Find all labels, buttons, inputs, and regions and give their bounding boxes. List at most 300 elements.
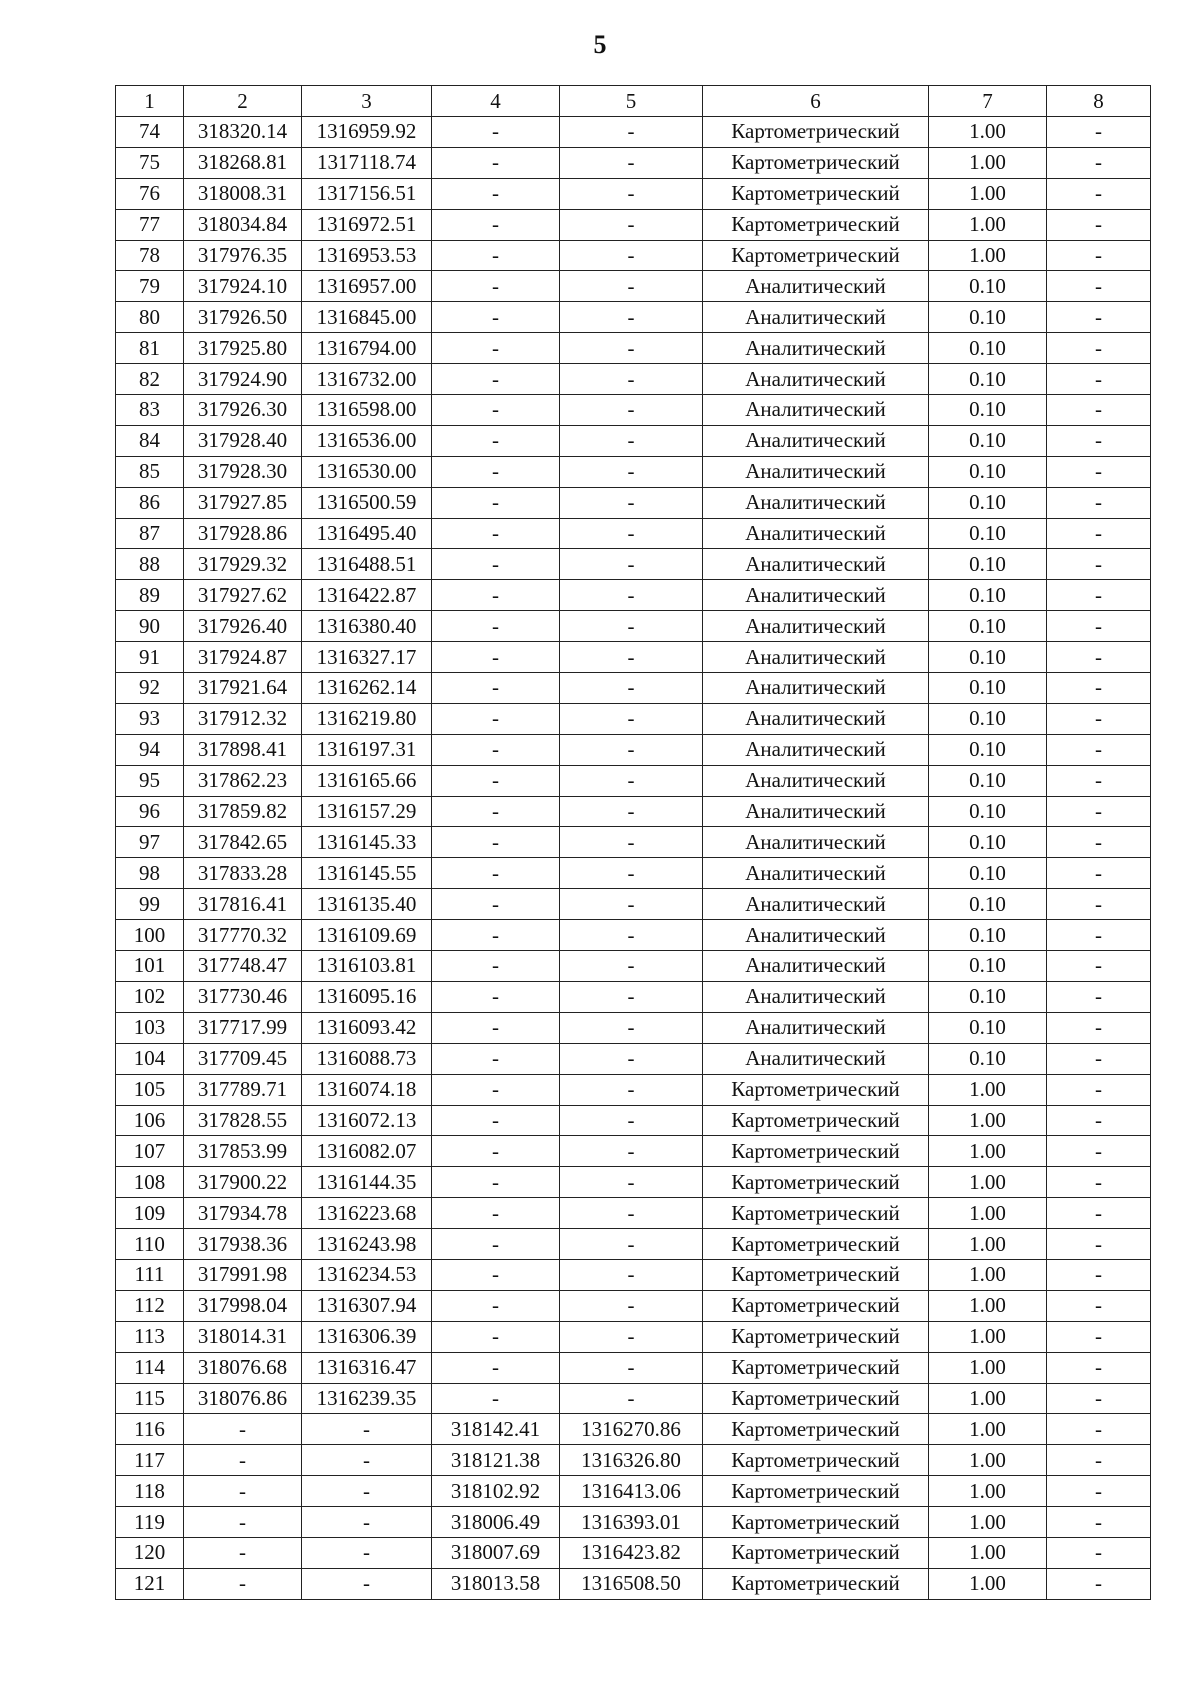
- y-new-cell: -: [560, 209, 703, 240]
- method-cell: Аналитический: [703, 765, 929, 796]
- accuracy-cell: 0.10: [929, 951, 1047, 982]
- description-cell: -: [1047, 1290, 1151, 1321]
- table-row: [116, 1290, 1151, 1321]
- x-existing-cell: 317929.32: [184, 549, 302, 580]
- point-number-cell: 117: [116, 1445, 184, 1476]
- x-existing-cell: -: [184, 1568, 302, 1599]
- point-number-cell: 108: [116, 1167, 184, 1198]
- accuracy-cell: 1.00: [929, 1105, 1047, 1136]
- x-new-cell: -: [432, 1136, 560, 1167]
- x-existing-cell: 317853.99: [184, 1136, 302, 1167]
- point-number-cell: 78: [116, 240, 184, 271]
- x-existing-cell: 317898.41: [184, 734, 302, 765]
- header-row: [116, 86, 1151, 117]
- accuracy-cell: 0.10: [929, 425, 1047, 456]
- x-existing-cell: 317928.30: [184, 456, 302, 487]
- y-new-cell: 1316423.82: [560, 1537, 703, 1568]
- accuracy-cell: 1.00: [929, 1290, 1047, 1321]
- y-new-cell: -: [560, 549, 703, 580]
- table-row: [116, 1383, 1151, 1414]
- y-new-cell: -: [560, 333, 703, 364]
- y-new-cell: -: [560, 240, 703, 271]
- x-new-cell: -: [432, 827, 560, 858]
- description-cell: -: [1047, 178, 1151, 209]
- point-number-cell: 75: [116, 147, 184, 178]
- description-cell: -: [1047, 858, 1151, 889]
- table-row: [116, 1352, 1151, 1383]
- table-row: [116, 827, 1151, 858]
- y-existing-cell: 1316082.07: [302, 1136, 432, 1167]
- x-new-cell: 318142.41: [432, 1414, 560, 1445]
- x-new-cell: -: [432, 333, 560, 364]
- description-cell: -: [1047, 1352, 1151, 1383]
- x-new-cell: 318006.49: [432, 1507, 560, 1538]
- x-existing-cell: 317976.35: [184, 240, 302, 271]
- column-header: 6: [703, 86, 929, 117]
- table-row: [116, 1568, 1151, 1599]
- column-header: 8: [1047, 86, 1151, 117]
- accuracy-cell: 1.00: [929, 1167, 1047, 1198]
- point-number-cell: 81: [116, 333, 184, 364]
- accuracy-cell: 1.00: [929, 1352, 1047, 1383]
- method-cell: Аналитический: [703, 827, 929, 858]
- method-cell: Аналитический: [703, 549, 929, 580]
- y-new-cell: -: [560, 1321, 703, 1352]
- x-existing-cell: 317862.23: [184, 765, 302, 796]
- description-cell: -: [1047, 1136, 1151, 1167]
- table-row: [116, 147, 1151, 178]
- method-cell: Аналитический: [703, 364, 929, 395]
- x-new-cell: -: [432, 425, 560, 456]
- accuracy-cell: 0.10: [929, 487, 1047, 518]
- table-row: [116, 858, 1151, 889]
- description-cell: -: [1047, 1507, 1151, 1538]
- y-new-cell: -: [560, 1290, 703, 1321]
- y-new-cell: 1316326.80: [560, 1445, 703, 1476]
- y-new-cell: 1316508.50: [560, 1568, 703, 1599]
- y-existing-cell: 1316109.69: [302, 920, 432, 951]
- x-new-cell: -: [432, 1105, 560, 1136]
- x-existing-cell: 318076.86: [184, 1383, 302, 1414]
- x-new-cell: -: [432, 117, 560, 148]
- accuracy-cell: 1.00: [929, 209, 1047, 240]
- method-cell: Аналитический: [703, 920, 929, 951]
- method-cell: Картометрический: [703, 1321, 929, 1352]
- y-existing-cell: 1316530.00: [302, 456, 432, 487]
- x-new-cell: -: [432, 642, 560, 673]
- y-new-cell: -: [560, 364, 703, 395]
- y-new-cell: 1316270.86: [560, 1414, 703, 1445]
- description-cell: -: [1047, 1414, 1151, 1445]
- table-row: [116, 765, 1151, 796]
- point-number-cell: 111: [116, 1259, 184, 1290]
- description-cell: -: [1047, 673, 1151, 704]
- description-cell: -: [1047, 580, 1151, 611]
- accuracy-cell: 0.10: [929, 271, 1047, 302]
- point-number-cell: 121: [116, 1568, 184, 1599]
- column-header: 7: [929, 86, 1047, 117]
- x-new-cell: -: [432, 1167, 560, 1198]
- x-new-cell: -: [432, 1012, 560, 1043]
- y-new-cell: -: [560, 117, 703, 148]
- y-existing-cell: 1316959.92: [302, 117, 432, 148]
- point-number-cell: 85: [116, 456, 184, 487]
- table-row: [116, 456, 1151, 487]
- y-existing-cell: 1316488.51: [302, 549, 432, 580]
- accuracy-cell: 1.00: [929, 178, 1047, 209]
- description-cell: -: [1047, 487, 1151, 518]
- point-number-cell: 87: [116, 518, 184, 549]
- x-existing-cell: 317928.86: [184, 518, 302, 549]
- description-cell: -: [1047, 456, 1151, 487]
- method-cell: Аналитический: [703, 333, 929, 364]
- point-number-cell: 112: [116, 1290, 184, 1321]
- x-existing-cell: 317926.50: [184, 302, 302, 333]
- method-cell: Картометрический: [703, 209, 929, 240]
- description-cell: -: [1047, 1321, 1151, 1352]
- x-new-cell: -: [432, 209, 560, 240]
- y-new-cell: -: [560, 920, 703, 951]
- description-cell: -: [1047, 1105, 1151, 1136]
- table-row: [116, 951, 1151, 982]
- method-cell: Аналитический: [703, 487, 929, 518]
- description-cell: -: [1047, 333, 1151, 364]
- y-existing-cell: 1316732.00: [302, 364, 432, 395]
- x-existing-cell: 317730.46: [184, 981, 302, 1012]
- description-cell: -: [1047, 889, 1151, 920]
- y-new-cell: -: [560, 1012, 703, 1043]
- table-row: [116, 1012, 1151, 1043]
- point-number-cell: 104: [116, 1043, 184, 1074]
- point-number-cell: 86: [116, 487, 184, 518]
- x-existing-cell: 317928.40: [184, 425, 302, 456]
- description-cell: -: [1047, 1229, 1151, 1260]
- y-new-cell: -: [560, 703, 703, 734]
- method-cell: Аналитический: [703, 518, 929, 549]
- method-cell: Аналитический: [703, 456, 929, 487]
- description-cell: -: [1047, 981, 1151, 1012]
- x-new-cell: -: [432, 1074, 560, 1105]
- description-cell: -: [1047, 920, 1151, 951]
- accuracy-cell: 0.10: [929, 518, 1047, 549]
- x-new-cell: -: [432, 1321, 560, 1352]
- table-row: [116, 1507, 1151, 1538]
- accuracy-cell: 0.10: [929, 827, 1047, 858]
- description-cell: -: [1047, 518, 1151, 549]
- x-new-cell: -: [432, 1198, 560, 1229]
- x-new-cell: -: [432, 240, 560, 271]
- column-header: 5: [560, 86, 703, 117]
- description-cell: -: [1047, 240, 1151, 271]
- table-row: [116, 178, 1151, 209]
- method-cell: Картометрический: [703, 178, 929, 209]
- y-existing-cell: 1316145.55: [302, 858, 432, 889]
- accuracy-cell: 1.00: [929, 1383, 1047, 1414]
- accuracy-cell: 1.00: [929, 1568, 1047, 1599]
- point-number-cell: 106: [116, 1105, 184, 1136]
- y-existing-cell: 1316536.00: [302, 425, 432, 456]
- y-existing-cell: 1316103.81: [302, 951, 432, 982]
- y-existing-cell: 1316380.40: [302, 611, 432, 642]
- y-existing-cell: 1316327.17: [302, 642, 432, 673]
- table-row: [116, 1229, 1151, 1260]
- accuracy-cell: 0.10: [929, 765, 1047, 796]
- method-cell: Картометрический: [703, 1074, 929, 1105]
- accuracy-cell: 0.10: [929, 333, 1047, 364]
- y-existing-cell: 1316157.29: [302, 796, 432, 827]
- point-number-cell: 109: [116, 1198, 184, 1229]
- table-row: [116, 1259, 1151, 1290]
- x-existing-cell: 318076.68: [184, 1352, 302, 1383]
- x-existing-cell: 317927.62: [184, 580, 302, 611]
- y-new-cell: -: [560, 858, 703, 889]
- x-new-cell: -: [432, 1383, 560, 1414]
- x-existing-cell: 317842.65: [184, 827, 302, 858]
- method-cell: Аналитический: [703, 1043, 929, 1074]
- point-number-cell: 102: [116, 981, 184, 1012]
- y-existing-cell: 1316422.87: [302, 580, 432, 611]
- x-existing-cell: 317789.71: [184, 1074, 302, 1105]
- accuracy-cell: 0.10: [929, 642, 1047, 673]
- method-cell: Картометрический: [703, 1537, 929, 1568]
- x-existing-cell: 317900.22: [184, 1167, 302, 1198]
- y-new-cell: -: [560, 147, 703, 178]
- y-existing-cell: -: [302, 1507, 432, 1538]
- accuracy-cell: 0.10: [929, 456, 1047, 487]
- y-new-cell: -: [560, 580, 703, 611]
- x-existing-cell: 317709.45: [184, 1043, 302, 1074]
- accuracy-cell: 0.10: [929, 580, 1047, 611]
- accuracy-cell: 0.10: [929, 364, 1047, 395]
- x-new-cell: -: [432, 302, 560, 333]
- y-existing-cell: 1316500.59: [302, 487, 432, 518]
- y-existing-cell: 1316074.18: [302, 1074, 432, 1105]
- x-existing-cell: 318268.81: [184, 147, 302, 178]
- method-cell: Картометрический: [703, 1167, 929, 1198]
- method-cell: Картометрический: [703, 1476, 929, 1507]
- description-cell: -: [1047, 827, 1151, 858]
- method-cell: Аналитический: [703, 734, 929, 765]
- table-row: [116, 425, 1151, 456]
- y-existing-cell: -: [302, 1476, 432, 1507]
- accuracy-cell: 1.00: [929, 1321, 1047, 1352]
- method-cell: Картометрический: [703, 1568, 929, 1599]
- method-cell: Картометрический: [703, 1445, 929, 1476]
- description-cell: -: [1047, 395, 1151, 426]
- y-new-cell: -: [560, 271, 703, 302]
- x-new-cell: 318102.92: [432, 1476, 560, 1507]
- x-existing-cell: 317717.99: [184, 1012, 302, 1043]
- x-existing-cell: 317938.36: [184, 1229, 302, 1260]
- x-new-cell: -: [432, 889, 560, 920]
- x-existing-cell: 317924.87: [184, 642, 302, 673]
- x-existing-cell: -: [184, 1537, 302, 1568]
- y-existing-cell: 1316145.33: [302, 827, 432, 858]
- table-row: [116, 1476, 1151, 1507]
- point-number-cell: 91: [116, 642, 184, 673]
- point-number-cell: 98: [116, 858, 184, 889]
- x-existing-cell: 318008.31: [184, 178, 302, 209]
- x-new-cell: -: [432, 178, 560, 209]
- x-existing-cell: 317833.28: [184, 858, 302, 889]
- description-cell: -: [1047, 1198, 1151, 1229]
- y-new-cell: -: [560, 518, 703, 549]
- y-new-cell: -: [560, 1136, 703, 1167]
- x-new-cell: -: [432, 951, 560, 982]
- point-number-cell: 92: [116, 673, 184, 704]
- y-existing-cell: 1316243.98: [302, 1229, 432, 1260]
- y-existing-cell: -: [302, 1537, 432, 1568]
- description-cell: -: [1047, 642, 1151, 673]
- x-new-cell: -: [432, 518, 560, 549]
- y-existing-cell: 1316144.35: [302, 1167, 432, 1198]
- x-new-cell: -: [432, 1259, 560, 1290]
- description-cell: -: [1047, 1383, 1151, 1414]
- table-row: [116, 611, 1151, 642]
- description-cell: -: [1047, 1537, 1151, 1568]
- method-cell: Картометрический: [703, 1290, 929, 1321]
- accuracy-cell: 0.10: [929, 673, 1047, 704]
- accuracy-cell: 0.10: [929, 734, 1047, 765]
- y-existing-cell: 1316845.00: [302, 302, 432, 333]
- accuracy-cell: 1.00: [929, 1476, 1047, 1507]
- description-cell: -: [1047, 147, 1151, 178]
- table-row: [116, 580, 1151, 611]
- table-row: [116, 549, 1151, 580]
- accuracy-cell: 1.00: [929, 1259, 1047, 1290]
- method-cell: Картометрический: [703, 1352, 929, 1383]
- y-existing-cell: -: [302, 1414, 432, 1445]
- table-row: [116, 240, 1151, 271]
- accuracy-cell: 1.00: [929, 240, 1047, 271]
- y-existing-cell: 1316794.00: [302, 333, 432, 364]
- description-cell: -: [1047, 271, 1151, 302]
- y-new-cell: -: [560, 1167, 703, 1198]
- x-existing-cell: 317934.78: [184, 1198, 302, 1229]
- y-existing-cell: 1316306.39: [302, 1321, 432, 1352]
- y-new-cell: -: [560, 642, 703, 673]
- table-row: [116, 1167, 1151, 1198]
- method-cell: Аналитический: [703, 425, 929, 456]
- description-cell: -: [1047, 209, 1151, 240]
- method-cell: Картометрический: [703, 1198, 929, 1229]
- table-row: [116, 117, 1151, 148]
- y-existing-cell: 1316223.68: [302, 1198, 432, 1229]
- table-row: [116, 333, 1151, 364]
- x-new-cell: -: [432, 1229, 560, 1260]
- y-existing-cell: 1316197.31: [302, 734, 432, 765]
- description-cell: -: [1047, 117, 1151, 148]
- y-new-cell: -: [560, 456, 703, 487]
- y-existing-cell: 1316095.16: [302, 981, 432, 1012]
- x-existing-cell: 317927.85: [184, 487, 302, 518]
- description-cell: -: [1047, 549, 1151, 580]
- coordinates-table: [115, 85, 1151, 1600]
- x-existing-cell: 317912.32: [184, 703, 302, 734]
- x-new-cell: -: [432, 549, 560, 580]
- point-number-cell: 105: [116, 1074, 184, 1105]
- method-cell: Аналитический: [703, 580, 929, 611]
- table-row: [116, 518, 1151, 549]
- x-new-cell: -: [432, 611, 560, 642]
- accuracy-cell: 1.00: [929, 1074, 1047, 1105]
- accuracy-cell: 1.00: [929, 1537, 1047, 1568]
- x-new-cell: -: [432, 1290, 560, 1321]
- y-new-cell: -: [560, 395, 703, 426]
- x-new-cell: -: [432, 796, 560, 827]
- accuracy-cell: 1.00: [929, 117, 1047, 148]
- description-cell: -: [1047, 951, 1151, 982]
- x-existing-cell: 317926.30: [184, 395, 302, 426]
- y-existing-cell: 1316953.53: [302, 240, 432, 271]
- method-cell: Картометрический: [703, 1383, 929, 1414]
- point-number-cell: 100: [116, 920, 184, 951]
- point-number-cell: 97: [116, 827, 184, 858]
- y-new-cell: -: [560, 302, 703, 333]
- x-new-cell: -: [432, 580, 560, 611]
- x-new-cell: -: [432, 920, 560, 951]
- table-row: [116, 302, 1151, 333]
- y-new-cell: -: [560, 1259, 703, 1290]
- y-new-cell: -: [560, 734, 703, 765]
- y-new-cell: -: [560, 1352, 703, 1383]
- method-cell: Аналитический: [703, 271, 929, 302]
- y-existing-cell: 1316093.42: [302, 1012, 432, 1043]
- table-row: [116, 1445, 1151, 1476]
- accuracy-cell: 0.10: [929, 889, 1047, 920]
- x-new-cell: -: [432, 858, 560, 889]
- method-cell: Аналитический: [703, 611, 929, 642]
- description-cell: -: [1047, 364, 1151, 395]
- accuracy-cell: 0.10: [929, 920, 1047, 951]
- point-number-cell: 115: [116, 1383, 184, 1414]
- x-existing-cell: 318034.84: [184, 209, 302, 240]
- description-cell: -: [1047, 1259, 1151, 1290]
- y-new-cell: -: [560, 796, 703, 827]
- y-existing-cell: 1317118.74: [302, 147, 432, 178]
- x-existing-cell: 317748.47: [184, 951, 302, 982]
- column-header: 3: [302, 86, 432, 117]
- x-existing-cell: 317859.82: [184, 796, 302, 827]
- y-new-cell: 1316393.01: [560, 1507, 703, 1538]
- method-cell: Картометрический: [703, 1229, 929, 1260]
- table-row: [116, 1537, 1151, 1568]
- accuracy-cell: 0.10: [929, 302, 1047, 333]
- y-new-cell: -: [560, 1105, 703, 1136]
- y-existing-cell: 1316088.73: [302, 1043, 432, 1074]
- y-existing-cell: 1316598.00: [302, 395, 432, 426]
- y-new-cell: -: [560, 981, 703, 1012]
- method-cell: Аналитический: [703, 642, 929, 673]
- y-new-cell: -: [560, 425, 703, 456]
- table-row: [116, 364, 1151, 395]
- x-existing-cell: 317991.98: [184, 1259, 302, 1290]
- method-cell: Аналитический: [703, 858, 929, 889]
- x-existing-cell: 318014.31: [184, 1321, 302, 1352]
- accuracy-cell: 1.00: [929, 1198, 1047, 1229]
- x-existing-cell: 318320.14: [184, 117, 302, 148]
- accuracy-cell: 0.10: [929, 1043, 1047, 1074]
- y-new-cell: -: [560, 611, 703, 642]
- description-cell: -: [1047, 1074, 1151, 1105]
- x-new-cell: -: [432, 395, 560, 426]
- y-new-cell: -: [560, 1229, 703, 1260]
- method-cell: Аналитический: [703, 951, 929, 982]
- y-existing-cell: 1316072.13: [302, 1105, 432, 1136]
- point-number-cell: 120: [116, 1537, 184, 1568]
- y-existing-cell: 1316307.94: [302, 1290, 432, 1321]
- column-header: 1: [116, 86, 184, 117]
